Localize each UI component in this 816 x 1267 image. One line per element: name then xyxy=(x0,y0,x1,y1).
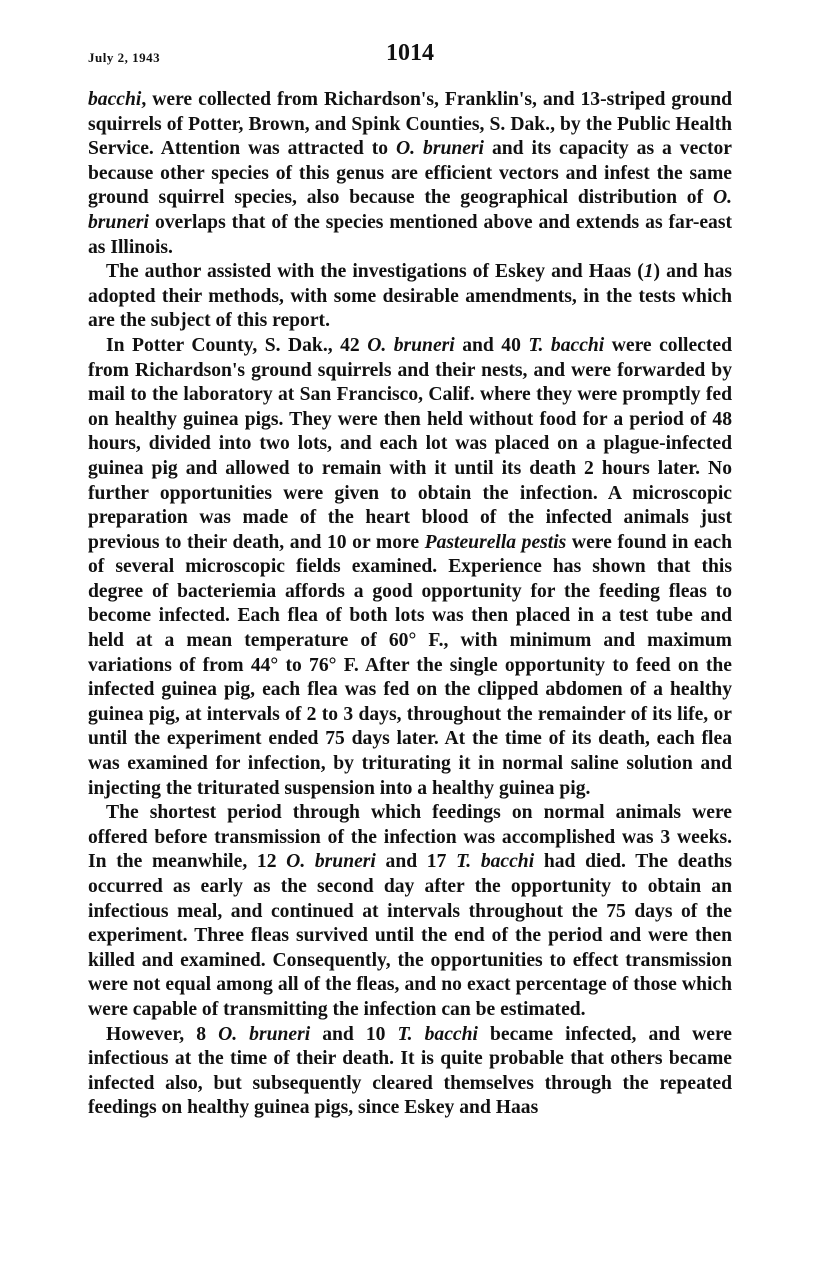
text-run: The shortest period through which feedings on normal animals were offered before transmission of the infection was accomplished was 3 weeks. In the meanwhile, 12 xyxy=(88,802,732,873)
italic-text: Pasteurella pestis xyxy=(424,531,567,553)
italic-text: O. bruneri xyxy=(218,1023,311,1045)
paragraph xyxy=(88,801,732,1022)
text-run: , were collected from Richardson's, Franklin's, and 13-striped ground squirrels of Potter, Brown, and Spink Counties, S. Dak., by the Public Health Service. Attention was attracted to xyxy=(88,89,732,160)
italic-text: bacchi xyxy=(88,89,142,110)
text-run: and 17 xyxy=(375,851,457,873)
italic-text: O. bruneri xyxy=(88,187,732,233)
text-run: However, 8 xyxy=(106,1023,219,1045)
paragraph xyxy=(88,260,732,334)
text-run: were found in each of several microscopic fields examined. Experience has shown that this degree of bacteriemia affords a good opportunity for the feeding fleas to become infected. Each flea of both lots was then placed in a test tube and held at a mean temperature of 60° F., with minimum and maximum variations of from 44° to 76° F. After the single opportunity to feed on the infected guinea pig, each flea was fed on the clipped abdomen of a healthy guinea pig, at intervals of 2 to 3 days, throughout the remainder of its life, or until the experiment ended 75 days later. At the time of its death, each flea was examined for infection, by triturating it in normal saline solution and injecting the triturated suspension into a healthy guinea pig. xyxy=(88,531,733,799)
italic-text: O. bruneri xyxy=(286,851,376,873)
paragraph xyxy=(88,334,732,801)
text-run: were collected from Richardson's ground squirrels and their nests, and were forwarded by mail to the laboratory at San Francisco, Calif. where they were promptly fed on healthy guinea pigs. They were then held without food for a period of 48 hours, divided into two lots, and each lot was placed on a plague-infected guinea pig and allowed to remain with it until its death 2 hours later. No further opportunities were given to obtain the infection. A microscopic preparation was made of the heart blood of the infected animals just previous to their death, and 10 or more xyxy=(88,334,732,553)
italic-text: T. bacchi xyxy=(528,334,605,356)
paragraph xyxy=(88,1023,732,1121)
text-run: overlaps that of the species mentioned above and extends as far-east as Illinois. xyxy=(88,211,732,258)
text-run: The author assisted with the investigations of Eskey and Haas ( xyxy=(106,261,644,283)
article-body xyxy=(88,88,732,1121)
text-run: and its capacity as a vector because other species of this genus are efficient vectors and infest the same ground squirrel species, also because the geographical distribution of xyxy=(88,138,732,209)
text-run: In Potter County, S. Dak., 42 xyxy=(106,334,368,356)
text-run: and 40 xyxy=(454,334,529,356)
text-run: became infected, and were infectious at the time of their death. It is quite probable that others became infected also, but subsequently cleared themselves through the repeated feedings on healthy guinea pigs, since Eskey and Haas xyxy=(88,1023,732,1119)
paragraph xyxy=(88,88,732,260)
text-run: ) and has adopted their methods, with some desirable amendments, in the tests which are the subject of this report. xyxy=(88,261,732,332)
italic-text: 1 xyxy=(643,261,654,283)
italic-text: O. bruneri xyxy=(396,138,484,160)
text-run: and 10 xyxy=(310,1023,398,1045)
italic-text: T. bacchi xyxy=(456,851,535,873)
italic-text: T. bacchi xyxy=(397,1023,478,1045)
page-number: 1014 xyxy=(386,40,434,66)
issue-date: July 2, 1943 xyxy=(88,50,161,65)
text-run: had died. The deaths occurred as early as the second day after the opportunity to obtain an infectious meal, and continued at intervals throughout the 75 days of the experiment. Three fleas survived until the end of the period and were then killed and examined. Consequently, the opportunities to effect transmission were not equal among all of the fleas, and no exact percentage of those which were capable of transmitting the infection can be estimated. xyxy=(88,851,733,1020)
page-header xyxy=(88,40,732,70)
italic-text: O. bruneri xyxy=(367,334,455,356)
